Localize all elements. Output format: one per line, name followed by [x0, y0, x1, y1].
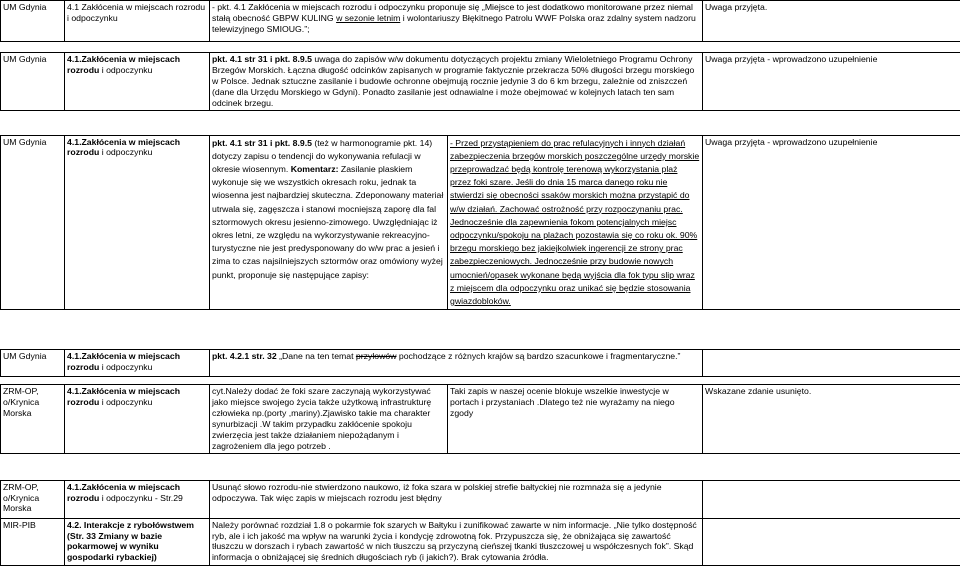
row-gap — [1, 42, 960, 53]
section-cell: 4.1 Zakłócenia w miejscach rozrodu i odpoczynku — [65, 1, 210, 42]
passage-cell: pkt. 4.1 str 31 i pkt. 8.9.5 (też w harmonogramie pkt. 14) dotyczy zapisu o tendencji do wykonywania refulacji w okresie wiosennym. Komentarz: Zasilanie plaskiem wykonuje się we wszystkich okresach roku, jednak ta wiosenna jest najbardziej skuteczna. Zdeponowany materiał utrwala się, zagęszcza i stanowi mocniejszą zaporę dla fal sztormowych okresu jesienno-zimowego. Uwzględniając iż okres letni, ze względu na wykorzystywanie rekreacyjno-turystyczne nie jest predysponowany do w/w prac a jesień i zima to czas najsilniejszych sztormów oraz omówiony wyżej punkt, proponuje się następujące zapisy: — [210, 135, 448, 310]
passage-cell: Należy porównać rozdział 1.8 o pokarmie fok szarych w Bałtyku i zunifikować zawarte w nim informacje. „Nie tylko dostępność ryb, ale i ich jakość ma wpływ na warunki życia i kondycję zdrowotną fok. Przypuszcza się, że obniżająca się zawartość tłuszczu w dorszach i rybach zawartość w nich tłuszczu są przyczyną cieńszej tkanki tłuszczowej u współczesnych fok”. Skąd informacja o obniżającej się średnich długościach ryb (i jakich?). Brak cytowania źródła. — [210, 518, 703, 565]
author-cell: ZRM-OP, o/Krynica Morska — [1, 480, 65, 518]
passage-cell: - pkt. 4.1 Zakłócenia w miejscach rozrodu i odpoczynku proponuje się „Miejsce to jest dodatkowo monitorowane przez niemal stałą obecność GBPW KULING w sezonie letnim i wolontariuszy Błękitnego Patrolu WWF Polska oraz zdalny system nadzoru telewizyjnego SMIOUG.”; — [210, 1, 703, 42]
table-row — [1, 1, 960, 42]
section-cell: 4.1.Zakłócenia w miejscach rozrodu i odpoczynku — [65, 350, 210, 377]
response-cell — [703, 350, 960, 377]
author-cell: UM Gdynia — [1, 135, 65, 310]
section-cell: 4.1.Zakłócenia w miejscach rozrodu i odpoczynku — [65, 135, 210, 310]
author-cell: ZRM-OP, o/Krynica Morska — [1, 385, 65, 453]
row-gap — [1, 453, 960, 480]
passage-cell: cyt.Należy dodać że foki szare zaczynają wykorzystywać jako miejsce swojego życia także użytkową infrastrukturę człowieka np.(porty ,mariny).Zjawisko takie ma charakter synurbizacji .W takim przypadku zakłócenie spokoju zwierzęcia jest także działaniem niepożądanym i zagrożeniem dla jego potrzeb . — [210, 385, 448, 453]
response-cell: Wskazane zdanie usunięto. — [703, 385, 960, 453]
author-cell: UM Gdynia — [1, 53, 65, 111]
author-cell: MIR-PIB — [1, 518, 65, 565]
proposal-cell: - Przed przystąpieniem do prac refulacyjnych i innych działań zabezpieczenia brzegów morskich poszczególne urzędy morskie przeprowadzać będą kontrolę terenową wykorzystania plaż przez foki szare. Jeśli do dnia 15 marca danego roku nie stwierdzi się obecności ssaków morskich można przystąpić do w/w działań. Zachować ostrożność przy rozpoczynaniu prac. Jednocześnie dla zapewnienia fokom potencjalnych miejsc odpoczynku/spokoju na plażach pozostawia się co roku ok. 90% brzegu morskiego bez jakiejkolwiek ingerencji ze strony prac zabezpieczeniowych. Jednocześnie przy budowie nowych umocnień/opasek wykonane będą wyjścia dla fok typu slip wraz z miejscem dla odpoczynku oraz unikać się będzie stosowania gwiazdobloków. — [448, 135, 703, 310]
row-gap — [1, 110, 960, 135]
passage-cell: Usunąć słowo rozrodu-nie stwierdzono naukowo, iż foka szara w polskiej strefie bałtyckiej nie rozmnaża się a jedynie odpoczywa. Tak więc zapis w miejscach rozrodu jest błędny — [210, 480, 703, 518]
passage-cell: pkt. 4.2.1 str. 32 „Dane na ten temat przyłowów pochodzące z różnych krajów są bardzo szacunkowe i fragmentaryczne.” — [210, 350, 703, 377]
author-cell: UM Gdynia — [1, 1, 65, 42]
table-row — [1, 385, 960, 453]
passage-cell: pkt. 4.1 str 31 i pkt. 8.9.5 uwaga do zapisów w/w dokumentu dotyczących projektu zmiany Wieloletniego Programu Ochrony Brzegów Morskich. Łączna długość odcinków zapisanych w programie faktycznie przekracza 50% długości brzegu morskiego w Polsce. Jednak sztuczne zasilanie i budowle ochronne obejmują rocznie jedynie 3 do 6 km brzegu, zależnie od zniszczeń (dane dla Urzędu Morskiego w Gdyni). Ponadto zasilanie jest odnawialne i może obejmować w kolejnych latach ten sam odcinek brzegu. — [210, 53, 703, 111]
section-cell: 4.1.Zakłócenia w miejscach rozrodu i odpoczynku — [65, 53, 210, 111]
table-row — [1, 480, 960, 518]
response-cell: Uwaga przyjęta - wprowadzono uzupełnienie — [703, 53, 960, 111]
response-cell: Uwaga przyjęta - wprowadzono uzupełnienie — [703, 135, 960, 310]
proposal-cell: Taki zapis w naszej ocenie blokuje wszelkie inwestycje w portach i przystaniach .Dlatego też nie wyrażamy na niego zgody — [448, 385, 703, 453]
table-row — [1, 53, 960, 111]
table-row — [1, 518, 960, 565]
section-cell: 4.2. Interakcje z rybołówstwem (Str. 33 Zmiany w bazie pokarmowej w wyniku gospodarki rybackiej) — [65, 518, 210, 565]
row-gap — [1, 310, 960, 350]
author-cell: UM Gdynia — [1, 350, 65, 377]
table-row — [1, 350, 960, 377]
response-cell: Uwaga przyjęta. — [703, 1, 960, 42]
response-cell — [703, 518, 960, 565]
response-cell — [703, 480, 960, 518]
section-cell: 4.1.Zakłócenia w miejscach rozrodu i odpoczynku — [65, 385, 210, 453]
section-cell: 4.1.Zakłócenia w miejscach rozrodu i odpoczynku - Str.29 — [65, 480, 210, 518]
table-row — [1, 135, 960, 310]
row-gap — [1, 377, 960, 385]
